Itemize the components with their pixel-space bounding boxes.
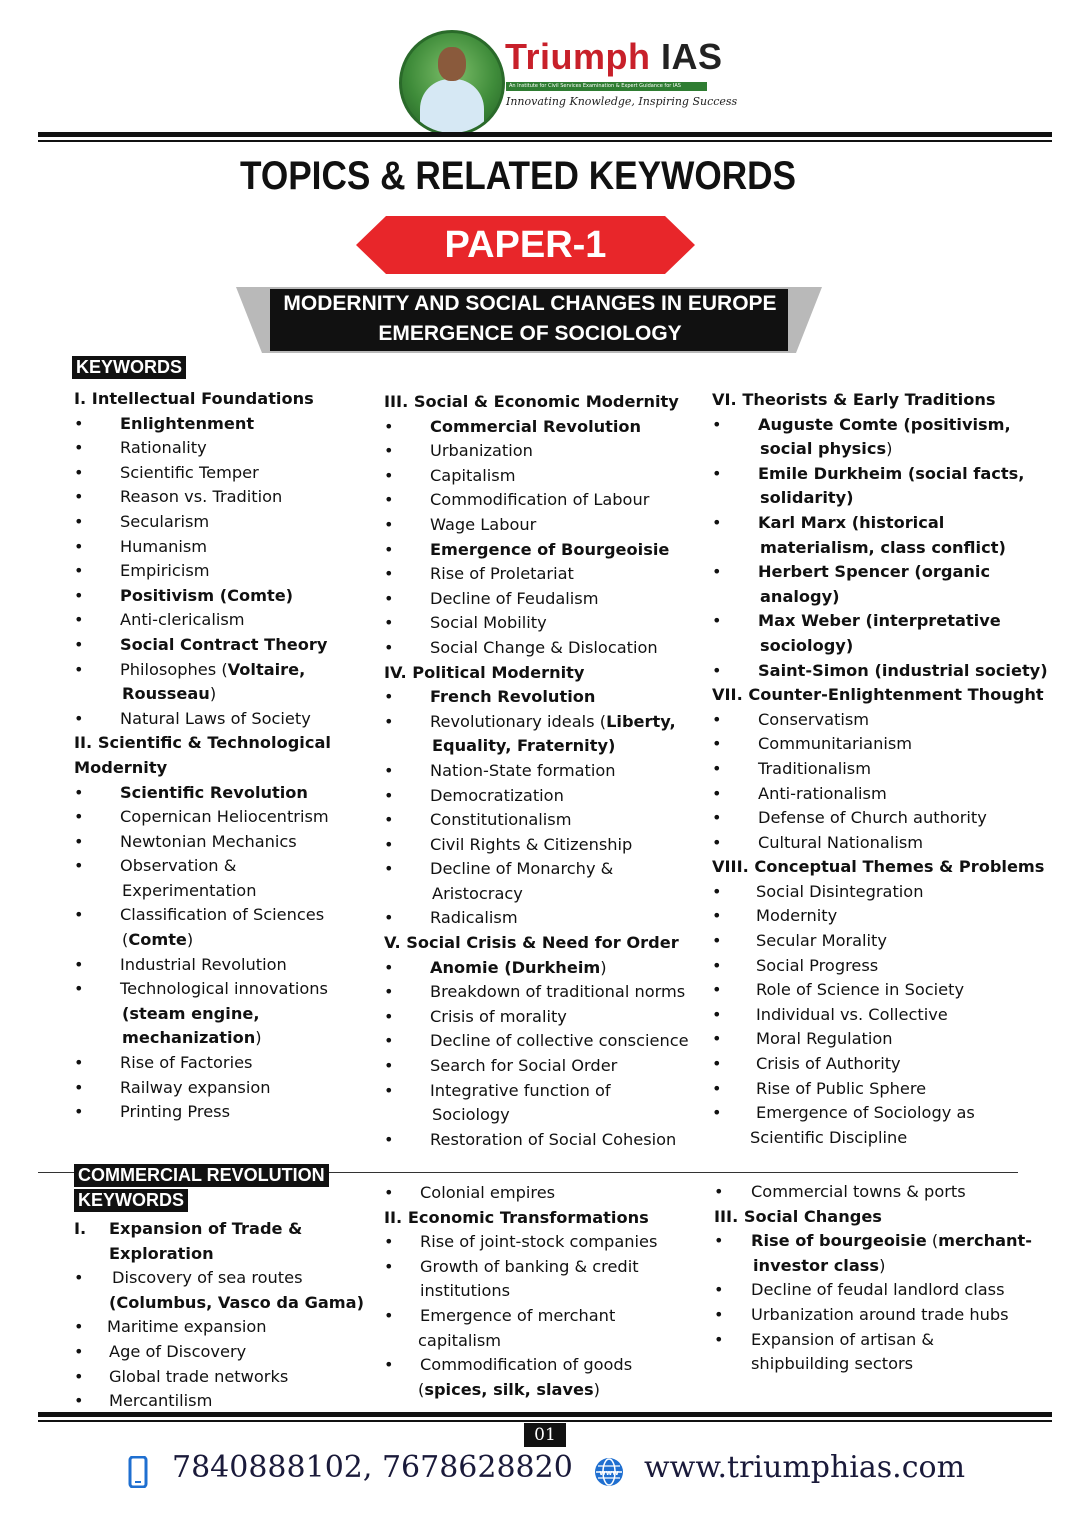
list-item-continued: capitalism xyxy=(418,1330,502,1350)
list-item: • Secular Morality xyxy=(712,929,1042,954)
bullet-icon: • xyxy=(74,536,84,556)
list-item: • Rise of bourgeoisie (merchant- xyxy=(714,1229,1044,1254)
list-item: • Discovery of sea routes xyxy=(74,1266,364,1291)
list-item-continued: materialism, class conflict) xyxy=(760,537,1006,557)
bullet-icon: • xyxy=(74,708,84,728)
list-item-continued: (Columbus, Vasco da Gama) xyxy=(109,1292,364,1312)
list-item: • Commercial towns & ports xyxy=(714,1180,1044,1205)
list-item: • Rise of joint-stock companies xyxy=(384,1230,704,1255)
list-item: • Social Contract Theory xyxy=(74,633,364,658)
list-item: • Rise of Public Sphere xyxy=(712,1077,1042,1102)
bullet-icon: • xyxy=(384,908,394,928)
list-item: • Breakdown of traditional norms xyxy=(384,980,704,1005)
brand-logo xyxy=(505,36,723,78)
list-item: • Enlightenment xyxy=(74,412,364,437)
bullet-icon: • xyxy=(384,1183,394,1202)
bullet-icon: • xyxy=(384,441,394,461)
founder-photo xyxy=(399,30,505,136)
bullet-icon: • xyxy=(712,832,722,852)
paper-label: PAPER-1 xyxy=(444,224,607,266)
list-item: • Saint-Simon (industrial society) xyxy=(712,659,1042,684)
commercial-column-3 xyxy=(714,1180,1044,1377)
list-item: • Emergence of Bourgeoisie xyxy=(384,538,704,563)
list-item: • Scientific Temper xyxy=(74,461,364,486)
list-item: • Decline of collective conscience xyxy=(384,1029,704,1054)
brand-subtitle-bar: An Institute for Civil Services Examination & Expert Guidance for IAS xyxy=(506,82,707,91)
list-item: • Anti-clericalism xyxy=(74,608,364,633)
bullet-icon: • xyxy=(384,982,394,1002)
bullet-icon: • xyxy=(384,1056,394,1076)
list-item-continued: investor class) xyxy=(753,1255,886,1275)
bullet-icon: • xyxy=(384,957,394,977)
bullet-icon: • xyxy=(384,637,394,657)
bullet-icon: • xyxy=(384,1232,394,1252)
bullet-icon: • xyxy=(74,511,84,531)
list-item: • Constitutionalism xyxy=(384,808,704,833)
list-item: • Humanism xyxy=(74,535,364,560)
list-item: • Emergence of Sociology as xyxy=(712,1101,1042,1126)
commercial-revolution-label: COMMERCIAL REVOLUTION xyxy=(74,1164,329,1187)
heading-expansion-trade-cont: Exploration xyxy=(109,1243,214,1263)
brand-suffix: IAS xyxy=(661,36,723,77)
list-item: • Global trade networks xyxy=(74,1365,364,1390)
list-item-continued: Scientific Discipline xyxy=(750,1127,908,1147)
heading-scientific-modernity-cont: Modernity xyxy=(74,757,168,777)
list-item: • Age of Discovery xyxy=(74,1340,364,1365)
list-item: • Urbanization around trade hubs xyxy=(714,1303,1044,1328)
bullet-icon: • xyxy=(74,585,84,605)
bullet-icon: • xyxy=(384,1006,394,1026)
list-item: • Restoration of Social Cohesion xyxy=(384,1128,704,1153)
heading-conceptual-themes: VIII. Conceptual Themes & Problems xyxy=(712,857,1045,877)
bullet-icon: • xyxy=(384,859,394,879)
bullet-icon: • xyxy=(74,1317,84,1337)
list-item: • Traditionalism xyxy=(712,757,1042,782)
bullet-icon: • xyxy=(712,1029,722,1049)
list-item: • Capitalism xyxy=(384,464,704,489)
bullet-icon: • xyxy=(74,905,84,925)
list-item-continued: Experimentation xyxy=(122,880,257,900)
list-item: • Anomie (Durkheim) xyxy=(384,956,704,981)
brand-tagline: Innovating Knowledge, Inspiring Success xyxy=(506,95,738,108)
list-item: • Decline of Monarchy & xyxy=(384,857,704,882)
list-item: • Auguste Comte (positivism, xyxy=(712,413,1042,438)
list-item: • Empiricism xyxy=(74,559,364,584)
bullet-icon: • xyxy=(714,1182,724,1201)
list-item-continued: shipbuilding sectors xyxy=(751,1354,914,1374)
globe-icon xyxy=(594,1457,624,1487)
list-item: • Commodification of Labour xyxy=(384,488,704,513)
list-item: • Decline of Feudalism xyxy=(384,587,704,612)
bullet-icon: • xyxy=(74,659,84,679)
bullet-icon: • xyxy=(712,881,722,901)
list-item: • Democratization xyxy=(384,784,704,809)
list-item: • Civil Rights & Citizenship xyxy=(384,833,704,858)
bullet-icon: • xyxy=(384,687,394,707)
list-item: • Social Change & Dislocation xyxy=(384,636,704,661)
section-title-line2: EMERGENCE OF SOCIOLOGY xyxy=(378,322,682,345)
list-item: • Growth of banking & credit xyxy=(384,1255,704,1280)
list-item-continued: Rousseau) xyxy=(122,684,217,704)
header-divider xyxy=(38,132,1052,137)
bullet-icon: • xyxy=(712,611,722,631)
bullet-icon: • xyxy=(74,1053,84,1073)
list-item: • Maritime expansion xyxy=(74,1315,364,1340)
bullet-icon: • xyxy=(714,1329,724,1349)
bullet-icon: • xyxy=(384,588,394,608)
list-item: • Positivism (Comte) xyxy=(74,584,364,609)
list-item: • Railway expansion xyxy=(74,1076,364,1101)
list-item: • Classification of Sciences xyxy=(74,903,364,928)
bullet-icon: • xyxy=(712,1054,722,1074)
list-item: • Secularism xyxy=(74,510,364,535)
list-item: • Crisis of morality xyxy=(384,1005,704,1030)
bullet-icon: • xyxy=(74,610,84,630)
list-item: • Karl Marx (historical xyxy=(712,511,1042,536)
bullet-icon: • xyxy=(74,1341,84,1361)
footer-divider-thin xyxy=(38,1420,1052,1422)
bullet-icon: • xyxy=(74,1102,84,1122)
list-item-continued: (steam engine, xyxy=(122,1003,260,1023)
section-title-line1: MODERNITY AND SOCIAL CHANGES IN EUROPE xyxy=(283,292,777,315)
bullet-icon: • xyxy=(384,785,394,805)
list-item: • Role of Science in Society xyxy=(712,978,1042,1003)
bullet-icon: • xyxy=(712,955,722,975)
bullet-icon: • xyxy=(384,613,394,633)
bullet-icon: • xyxy=(712,906,722,926)
bullet-icon: • xyxy=(384,514,394,534)
commercial-column-1 xyxy=(74,1217,364,1414)
list-item: • Communitarianism xyxy=(712,732,1042,757)
bullet-icon: • xyxy=(384,1355,394,1375)
heading-counter-enlightenment: VII. Counter-Enlightenment Thought xyxy=(712,685,1044,705)
bullet-icon: • xyxy=(384,1129,394,1149)
bullet-icon: • xyxy=(384,416,394,436)
bullet-icon: • xyxy=(74,1077,84,1097)
list-item: • Decline of feudal landlord class xyxy=(714,1278,1044,1303)
bullet-icon: • xyxy=(74,1391,84,1411)
list-item-continued: Sociology xyxy=(432,1105,510,1125)
page-title: TOPICS & RELATED KEYWORDS xyxy=(239,154,797,198)
list-item: • Newtonian Mechanics xyxy=(74,830,364,855)
bullet-icon: • xyxy=(384,760,394,780)
list-item: • Commodification of goods xyxy=(384,1353,704,1378)
bullet-icon: • xyxy=(74,979,84,999)
phone-icon xyxy=(128,1456,148,1488)
bullet-icon: • xyxy=(712,1004,722,1024)
bullet-icon: • xyxy=(712,980,722,1000)
list-item-continued: analogy) xyxy=(760,586,840,606)
bullet-icon: • xyxy=(74,1268,84,1288)
bullet-icon: • xyxy=(74,487,84,507)
column-2 xyxy=(384,390,704,1152)
list-item: • Philosophes (Voltaire, xyxy=(74,658,364,683)
bullet-icon: • xyxy=(384,1080,394,1100)
column-1 xyxy=(74,387,364,1125)
bullet-icon: • xyxy=(74,561,84,581)
bullet-icon: • xyxy=(384,1305,394,1325)
list-item: • Moral Regulation xyxy=(712,1027,1042,1052)
list-item: • Social Disintegration xyxy=(712,880,1042,905)
list-item: • Rise of Proletariat xyxy=(384,562,704,587)
header-divider-thin xyxy=(38,140,1052,142)
bullet-icon: • xyxy=(712,463,722,483)
list-item: • Emile Durkheim (social facts, xyxy=(712,462,1042,487)
list-item-continued: sociology) xyxy=(760,635,854,655)
bullet-icon: • xyxy=(74,462,84,482)
bullet-icon: • xyxy=(74,1366,84,1386)
heading-economic-transformations: II. Economic Transformations xyxy=(384,1207,649,1227)
heading-social-economic-modernity: III. Social & Economic Modernity xyxy=(384,392,679,411)
heading-social-changes: III. Social Changes xyxy=(714,1206,882,1226)
column-3 xyxy=(712,388,1048,1150)
bullet-icon: • xyxy=(714,1304,724,1324)
list-item: • Urbanization xyxy=(384,439,704,464)
bullet-icon: • xyxy=(74,807,84,827)
bullet-icon: • xyxy=(74,856,84,876)
list-item-continued: solidarity) xyxy=(760,488,854,508)
list-item: • French Revolution xyxy=(384,685,704,710)
bullet-icon: • xyxy=(384,810,394,830)
list-item: • Modernity xyxy=(712,904,1042,929)
list-item: • Wage Labour xyxy=(384,513,704,538)
bullet-icon: • xyxy=(74,954,84,974)
heading-intellectual-foundations: I. Intellectual Foundations xyxy=(74,389,314,408)
bullet-icon: • xyxy=(74,782,84,802)
bullet-icon: • xyxy=(74,438,84,458)
section-title xyxy=(270,289,790,349)
list-item: • Copernican Heliocentrism xyxy=(74,805,364,830)
bullet-icon: • xyxy=(712,931,722,951)
list-item: • Nation-State formation xyxy=(384,759,704,784)
bullet-icon: • xyxy=(712,414,722,434)
footer-divider xyxy=(38,1412,1052,1417)
bullet-icon: • xyxy=(712,758,722,778)
heading-scientific-modernity: II. Scientific & Technological xyxy=(74,733,331,753)
list-item-continued: (spices, silk, slaves) xyxy=(418,1379,600,1399)
list-item: • Radicalism xyxy=(384,906,704,931)
bullet-icon: • xyxy=(712,512,722,532)
list-item: • Conservatism xyxy=(712,708,1042,733)
bullet-icon: • xyxy=(712,660,722,680)
list-item-continued: institutions xyxy=(420,1281,511,1301)
bullet-icon: • xyxy=(384,834,394,854)
list-item: • Rise of Factories xyxy=(74,1051,364,1076)
bullet-icon: • xyxy=(384,1256,394,1276)
list-item: • Observation & xyxy=(74,854,364,879)
list-item: • Scientific Revolution xyxy=(74,781,364,806)
bullet-icon: • xyxy=(712,1078,722,1098)
phone-numbers[interactable]: 7840888102, 7678628820 xyxy=(172,1450,573,1485)
list-item: • Technological innovations xyxy=(74,977,364,1002)
heading-political-modernity: IV. Political Modernity xyxy=(384,662,585,682)
heading-social-crisis: V. Social Crisis & Need for Order xyxy=(384,933,679,953)
list-item-continued: Aristocracy xyxy=(432,883,523,903)
page-number: 01 xyxy=(524,1423,566,1447)
list-item: • Industrial Revolution xyxy=(74,953,364,978)
bullet-icon: • xyxy=(384,490,394,510)
list-item: • Natural Laws of Society xyxy=(74,707,364,732)
bullet-icon: • xyxy=(712,808,722,828)
list-item: • Mercantilism xyxy=(74,1389,364,1414)
list-item: • Emergence of merchant xyxy=(384,1304,704,1329)
bullet-icon: • xyxy=(74,634,84,654)
bullet-icon: • xyxy=(74,831,84,851)
list-item: • Reason vs. Tradition xyxy=(74,485,364,510)
bullet-icon: • xyxy=(714,1231,724,1251)
bullet-icon: • xyxy=(384,1031,394,1051)
list-item: • Social Progress xyxy=(712,954,1042,979)
bullet-icon: • xyxy=(384,465,394,485)
bullet-icon: • xyxy=(74,413,84,433)
list-item-continued: social physics) xyxy=(760,439,893,459)
brand-name: Triumph xyxy=(505,36,651,77)
commercial-keywords-label: KEYWORDS xyxy=(74,1189,188,1212)
list-item: • Crisis of Authority xyxy=(712,1052,1042,1077)
list-item: • Colonial empires xyxy=(384,1181,704,1206)
commercial-column-2 xyxy=(384,1181,704,1402)
list-item: • Max Weber (interpretative xyxy=(712,609,1042,634)
keywords-label: KEYWORDS xyxy=(72,356,186,379)
list-item: • Cultural Nationalism xyxy=(712,831,1042,856)
list-item: • Commercial Revolution xyxy=(384,415,704,440)
list-item: • Individual vs. Collective xyxy=(712,1003,1042,1028)
list-item: • Search for Social Order xyxy=(384,1054,704,1079)
list-item-continued: (Comte) xyxy=(122,930,194,950)
bullet-icon: I. xyxy=(74,1219,87,1238)
bullet-icon: • xyxy=(714,1280,724,1300)
bullet-icon: • xyxy=(384,539,394,559)
list-item: • Integrative function of xyxy=(384,1079,704,1104)
list-item-continued: mechanization) xyxy=(122,1028,262,1048)
list-item: • Anti-rationalism xyxy=(712,782,1042,807)
bullet-icon: • xyxy=(712,709,722,729)
list-item-continued: Equality, Fraternity) xyxy=(432,736,616,756)
list-item: • Revolutionary ideals (Liberty, xyxy=(384,710,704,735)
heading-expansion-trade: I. Expansion of Trade & xyxy=(74,1217,364,1242)
list-item: • Defense of Church authority xyxy=(712,806,1042,831)
list-item: • Rationality xyxy=(74,436,364,461)
list-item: • Expansion of artisan & xyxy=(714,1328,1044,1353)
bullet-icon: • xyxy=(384,564,394,584)
list-item: • Printing Press xyxy=(74,1100,364,1125)
bullet-icon: • xyxy=(712,734,722,754)
svg-text:www: www xyxy=(599,1469,619,1477)
bullet-icon: • xyxy=(712,562,722,582)
list-item: • Social Mobility xyxy=(384,611,704,636)
list-item: • Herbert Spencer (organic xyxy=(712,560,1042,585)
bullet-icon: • xyxy=(384,711,394,731)
heading-theorists: VI. Theorists & Early Traditions xyxy=(712,390,996,409)
website-link[interactable]: www.triumphias.com xyxy=(644,1450,966,1485)
bullet-icon: • xyxy=(712,1103,722,1123)
bullet-icon: • xyxy=(712,783,722,803)
